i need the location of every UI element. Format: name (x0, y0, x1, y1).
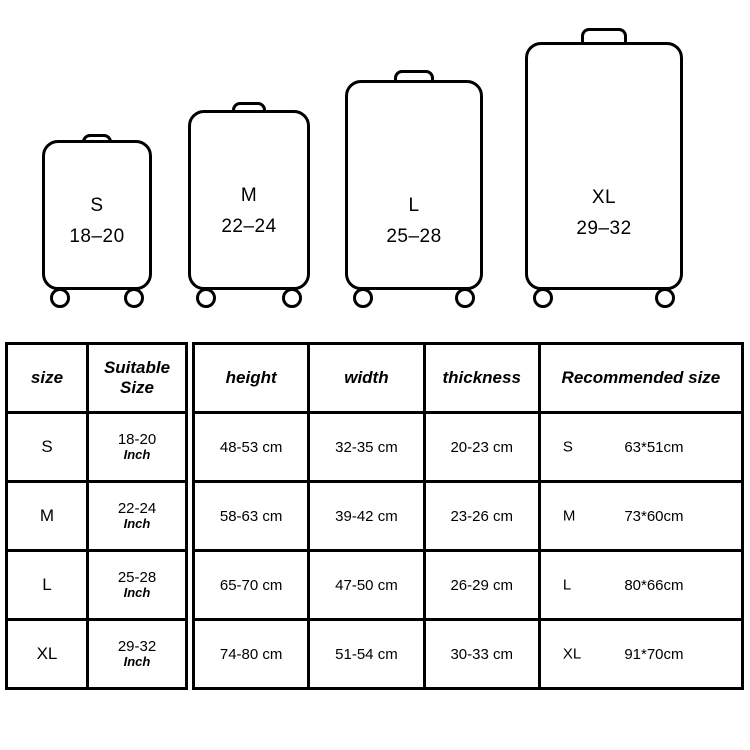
suitcase-l-range-label: 25–28 (386, 226, 442, 248)
header-width: width (309, 344, 424, 413)
row-suitable-l-unit: Inch (123, 585, 151, 601)
row-thickness-m: 23-26 cm (424, 482, 539, 551)
suitcase-xl (525, 20, 683, 308)
header-recommended-size: Recommended size (539, 344, 742, 413)
suitcase-s-labels (42, 190, 152, 253)
suitcase-s-wheel-left (50, 288, 70, 308)
row-recommended-s-value: 63*51cm (624, 438, 684, 456)
header-size: size (7, 344, 88, 413)
suitcase-m-labels (188, 180, 310, 243)
row-suitable-m (88, 482, 187, 551)
header-height: height (194, 344, 309, 413)
suitcase-l-wheel-right (455, 288, 475, 308)
row-height-xl: 74-80 cm (194, 620, 309, 689)
suitcase-m-wheel-right (282, 288, 302, 308)
row-recommended-xl-label: XL (562, 645, 582, 663)
table-header-row (7, 344, 187, 413)
row-size-l: L (7, 551, 88, 620)
row-suitable-l (88, 551, 187, 620)
row-suitable-l-value: 25-28 (117, 568, 157, 586)
dimensions-table (192, 342, 744, 690)
suitcase-m (188, 88, 310, 308)
luggage-size-illustration (0, 0, 750, 330)
suitcase-xl-size-label: XL (591, 187, 617, 208)
row-suitable-xl-value: 29-32 (117, 637, 157, 655)
suitcase-s-size-label: S (90, 195, 104, 216)
suitcase-xl-wheel-left (533, 288, 553, 308)
header-suitable-line2: Size (119, 378, 155, 397)
suitable-size-table (5, 342, 188, 690)
header-suitable-size (88, 344, 187, 413)
row-recommended-m-value: 73*60cm (624, 507, 684, 525)
header-thickness: thickness (424, 344, 539, 413)
table-row (194, 551, 743, 620)
row-suitable-xl-unit: Inch (123, 654, 151, 670)
row-recommended-l-label: L (562, 576, 572, 594)
row-recommended-s (539, 413, 742, 482)
row-suitable-s-unit: Inch (123, 447, 151, 463)
row-size-m: M (7, 482, 88, 551)
suitcase-s (42, 118, 152, 308)
row-suitable-m-value: 22-24 (117, 499, 157, 517)
row-thickness-s: 20-23 cm (424, 413, 539, 482)
row-recommended-l (539, 551, 742, 620)
suitcase-l-body (345, 80, 483, 290)
row-suitable-s-value: 18-20 (117, 430, 157, 448)
table-row (7, 482, 187, 551)
suitcase-l (345, 58, 483, 308)
row-height-m: 58-63 cm (194, 482, 309, 551)
row-recommended-xl (539, 620, 742, 689)
table-row (7, 620, 187, 689)
row-recommended-m-label: M (562, 507, 576, 525)
row-suitable-xl (88, 620, 187, 689)
row-thickness-l: 26-29 cm (424, 551, 539, 620)
suitcase-m-size-label: M (240, 185, 258, 206)
row-recommended-m (539, 482, 742, 551)
row-height-l: 65-70 cm (194, 551, 309, 620)
suitcase-m-wheel-left (196, 288, 216, 308)
row-size-s: S (7, 413, 88, 482)
table-row (194, 413, 743, 482)
suitcase-s-range-label: 18–20 (69, 226, 125, 248)
row-width-s: 32-35 cm (309, 413, 424, 482)
row-width-l: 47-50 cm (309, 551, 424, 620)
row-suitable-s (88, 413, 187, 482)
table-row (194, 482, 743, 551)
suitcase-l-size-label: L (408, 195, 420, 216)
row-width-m: 39-42 cm (309, 482, 424, 551)
row-recommended-s-label: S (562, 438, 573, 456)
table-row (194, 620, 743, 689)
header-suitable-line1: Suitable (103, 358, 171, 378)
table-row (7, 413, 187, 482)
row-width-xl: 51-54 cm (309, 620, 424, 689)
suitcase-l-wheel-left (353, 288, 373, 308)
suitcase-xl-wheel-right (655, 288, 675, 308)
suitcase-xl-range-label: 29–32 (576, 218, 632, 240)
table-header-row (194, 344, 743, 413)
suitcase-s-wheel-right (124, 288, 144, 308)
row-suitable-m-unit: Inch (123, 516, 151, 532)
row-thickness-xl: 30-33 cm (424, 620, 539, 689)
row-height-s: 48-53 cm (194, 413, 309, 482)
row-recommended-l-value: 80*66cm (624, 576, 684, 594)
suitcase-xl-body (525, 42, 683, 290)
row-size-xl: XL (7, 620, 88, 689)
suitcase-l-labels (345, 190, 483, 253)
table-row (7, 551, 187, 620)
suitcase-xl-labels (525, 182, 683, 245)
row-recommended-xl-value: 91*70cm (624, 645, 684, 663)
suitcase-m-range-label: 22–24 (221, 216, 277, 238)
